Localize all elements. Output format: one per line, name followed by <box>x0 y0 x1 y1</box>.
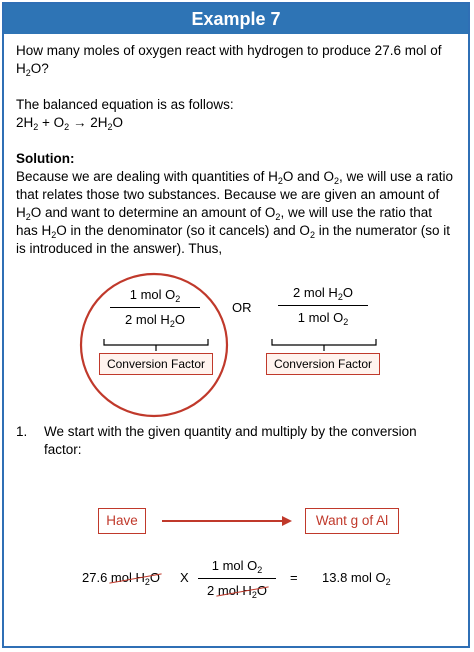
fraction-bar <box>110 307 200 308</box>
question-text <box>16 42 456 78</box>
calc-sub: 2 <box>144 577 150 587</box>
calc-unit: O <box>256 583 267 598</box>
ratio-text: O <box>342 285 353 300</box>
ratio-2 <box>278 283 368 328</box>
fraction-bar <box>198 578 276 579</box>
calc-result <box>322 570 391 585</box>
cancelled-unit <box>218 583 267 598</box>
arrow-icon <box>160 513 294 529</box>
eq-part: O <box>112 115 123 130</box>
sol-text: has H <box>16 223 52 238</box>
given-quantity <box>82 570 160 585</box>
eq-part: + O <box>38 115 65 130</box>
calc-numerator <box>198 556 276 576</box>
sol-sub: 2 <box>309 230 315 240</box>
want-box: Want g of Al <box>305 508 399 534</box>
question-end: O? <box>30 61 49 76</box>
sol-text: O and want to determine an amount of O <box>30 205 276 220</box>
conversion-factor-label-1: Conversion Factor <box>99 353 213 375</box>
ratio-text: 1 mol O <box>297 310 344 325</box>
sol-sub: 2 <box>277 176 283 186</box>
step-1-text <box>44 423 464 459</box>
sol-sub: 2 <box>275 212 281 222</box>
ratio-sub: 2 <box>169 319 175 329</box>
or-text: OR <box>232 300 252 315</box>
equals-sign: = <box>290 570 298 585</box>
step-text: factor: <box>44 442 82 457</box>
step-text: We start with the given quantity and multiply by the conversion <box>44 424 417 439</box>
eq-part: → 2H <box>69 115 108 130</box>
calc-unit: mol H <box>217 583 252 598</box>
ratio-1-numerator <box>110 285 200 305</box>
conversion-factor-label-2: Conversion Factor <box>266 353 380 375</box>
ratio-text: 1 mol O <box>129 287 176 302</box>
bracket-2 <box>270 338 378 352</box>
ratio-sub: 2 <box>343 317 349 327</box>
result-text: 13.8 mol O <box>322 570 386 585</box>
calc-value: 2 <box>207 583 218 598</box>
question-sub: 2 <box>25 68 31 78</box>
bracket-1 <box>102 338 210 352</box>
eq-part: 2H <box>16 115 34 130</box>
eq-sub: 2 <box>33 122 39 132</box>
result-sub: 2 <box>385 577 391 587</box>
calc-sub: 2 <box>251 590 257 600</box>
ratio-sub: 2 <box>175 294 181 304</box>
question-h: H <box>16 61 26 76</box>
sol-text: , we will use a ratio <box>338 169 454 184</box>
sol-text: O and O <box>282 169 334 184</box>
solution-block <box>16 150 456 258</box>
have-box: Have <box>98 508 146 534</box>
sol-text: that relates those two substances. Because we are given an amount of <box>16 187 440 202</box>
ratio-text: O <box>174 312 185 327</box>
fraction-bar <box>278 305 368 306</box>
equation-intro: The balanced equation is as follows: <box>16 97 234 112</box>
sol-text: is introduced in the answer). Thus, <box>16 241 223 256</box>
times-sign: X <box>180 570 189 585</box>
sol-sub: 2 <box>25 212 31 222</box>
eq-sub: 2 <box>64 122 70 132</box>
ratio-text: 2 mol H <box>293 285 338 300</box>
calc-value: 27.6 <box>82 570 111 585</box>
calc-sub: 2 <box>257 565 263 575</box>
ratio-sub: 2 <box>337 292 343 302</box>
cancelled-unit <box>111 570 160 585</box>
calc-text: 1 mol O <box>211 558 258 573</box>
sol-sub: 2 <box>333 176 339 186</box>
sol-text: H <box>16 205 26 220</box>
ratio-2-numerator <box>278 283 368 303</box>
ratio-2-denominator <box>278 308 368 328</box>
sol-text: , we will use the ratio that <box>280 205 433 220</box>
ratio-1 <box>110 285 200 330</box>
sol-sub: 2 <box>51 230 57 240</box>
sol-text: in the numerator (so it <box>314 223 451 238</box>
ratio-1-denominator <box>110 310 200 330</box>
calc-fraction <box>198 556 276 601</box>
calc-denominator <box>198 581 276 601</box>
eq-sub: 2 <box>107 122 113 132</box>
ratio-text: 2 mol H <box>125 312 170 327</box>
question-line-1: How many moles of oxygen react with hydrogen to produce 27.6 mol of <box>16 43 442 58</box>
solution-title: Solution: <box>16 151 75 166</box>
equation-block <box>16 96 456 132</box>
sol-text: Because we are dealing with quantities of H <box>16 169 278 184</box>
step-number: 1. <box>16 424 28 439</box>
sol-text: O in the denominator (so it cancels) and O <box>56 223 310 238</box>
calc-unit: O <box>149 570 161 585</box>
calc-unit: mol H <box>110 570 145 585</box>
step-1 <box>16 423 456 457</box>
page-title: Example 7 <box>4 4 468 34</box>
